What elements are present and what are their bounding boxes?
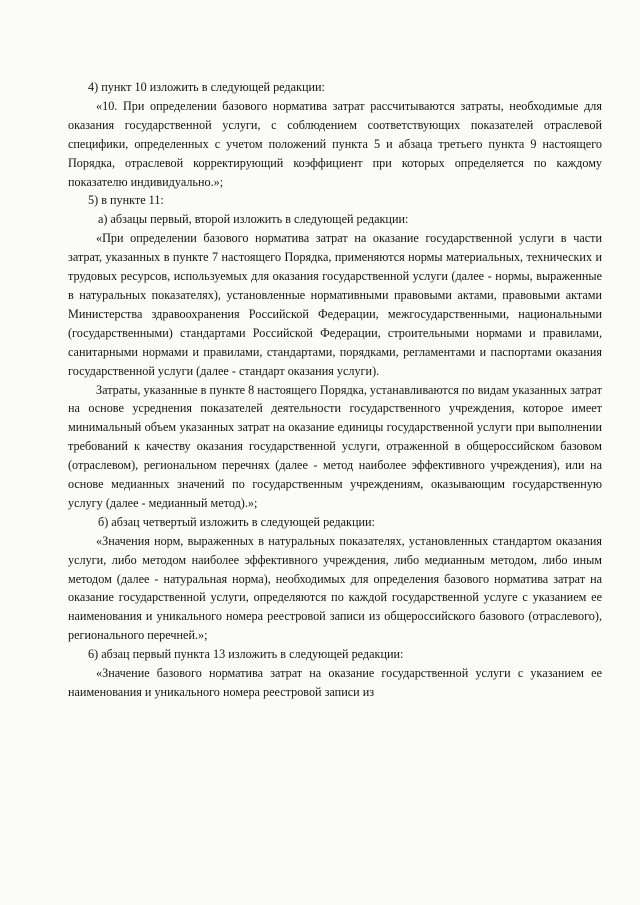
item-5a-heading: а) абзацы первый, второй изложить в следующей редакции: bbox=[98, 212, 409, 227]
item-6-heading: 6) абзац первый пункта 13 изложить в следующей редакции: bbox=[88, 647, 404, 662]
item-5a-quoted-text-1: «При определении базового норматива затрат на оказание государственной услуги в части затрат, указанных в пункте 7 настоящего Порядка, применяются нормы материальных, технических и трудовых ресурсов, используемых для оказания государственной услуги (далее - нормы, выраженные в натуральных показателях), установленные нормативными правовыми актами, правовыми актами Министерства здравоохранения Российской Федерации, межгосударственными, национальными (государственными) стандартами Российской Федерации, строительными нормами и правилами, санитарными нормами и правилами, стандартами, порядками, регламентами и паспортами оказания государственной услуги (далее - стандарт оказания услуги). bbox=[68, 231, 602, 378]
item-5a-quoted-text-2: Затраты, указанные в пункте 8 настоящего Порядка, устанавливаются по видам указанных затрат на основе усреднения показателей деятельности государственного учреждения, которое имеет минимальный объем указанных затрат на оказание единицы государственной услуги при выполнении требований к качеству оказания государственной услуги, отраженной в общероссийском базовом (отраслевом), региональном перечнях (далее - метод наиболее эффективного учреждения), или на основе медианных значений по государственным учреждениям, оказывающим государственную услугу (далее - медианный метод).»; bbox=[68, 382, 602, 510]
item-6-quoted-text: «Значение базового норматива затрат на оказание государственной услуги с указанием ее наименования и уникального номера реестровой записи из bbox=[68, 666, 602, 699]
item-5b-quoted-text: «Значения норм, выраженных в натуральных показателях, установленных стандартом оказания услуги, либо методом наиболее эффективного учреждения, либо медианным методом, либо иным методом (далее - натуральная норма), необходимых для определения базового норматива затрат на оказание государственной услуги, определяются по каждой государственной услуге с указанием ее наименования и уникального номера реестровой записи из общероссийского базового (отраслевого), регионального перечней.»; bbox=[68, 533, 602, 643]
document-body bbox=[68, 78, 602, 702]
item-4-quoted-text: «10. При определении базового норматива затрат рассчитываются затраты, необходимые для оказания государственной услуги, с соблюдением соответствующих показателей отраслевой специфики, определенных с учетом положений пункта 5 и абзаца третьего пункта 9 настоящего Порядка, отраслевой корректирующий коэффициент при которых определяется по каждому показателю индивидуально.»; bbox=[68, 98, 602, 189]
item-4-heading: 4) пункт 10 изложить в следующей редакции: bbox=[88, 80, 325, 94]
item-5b-heading: б) абзац четвертый изложить в следующей редакции: bbox=[98, 514, 375, 529]
item-5-heading: 5) в пункте 11: bbox=[88, 193, 164, 208]
